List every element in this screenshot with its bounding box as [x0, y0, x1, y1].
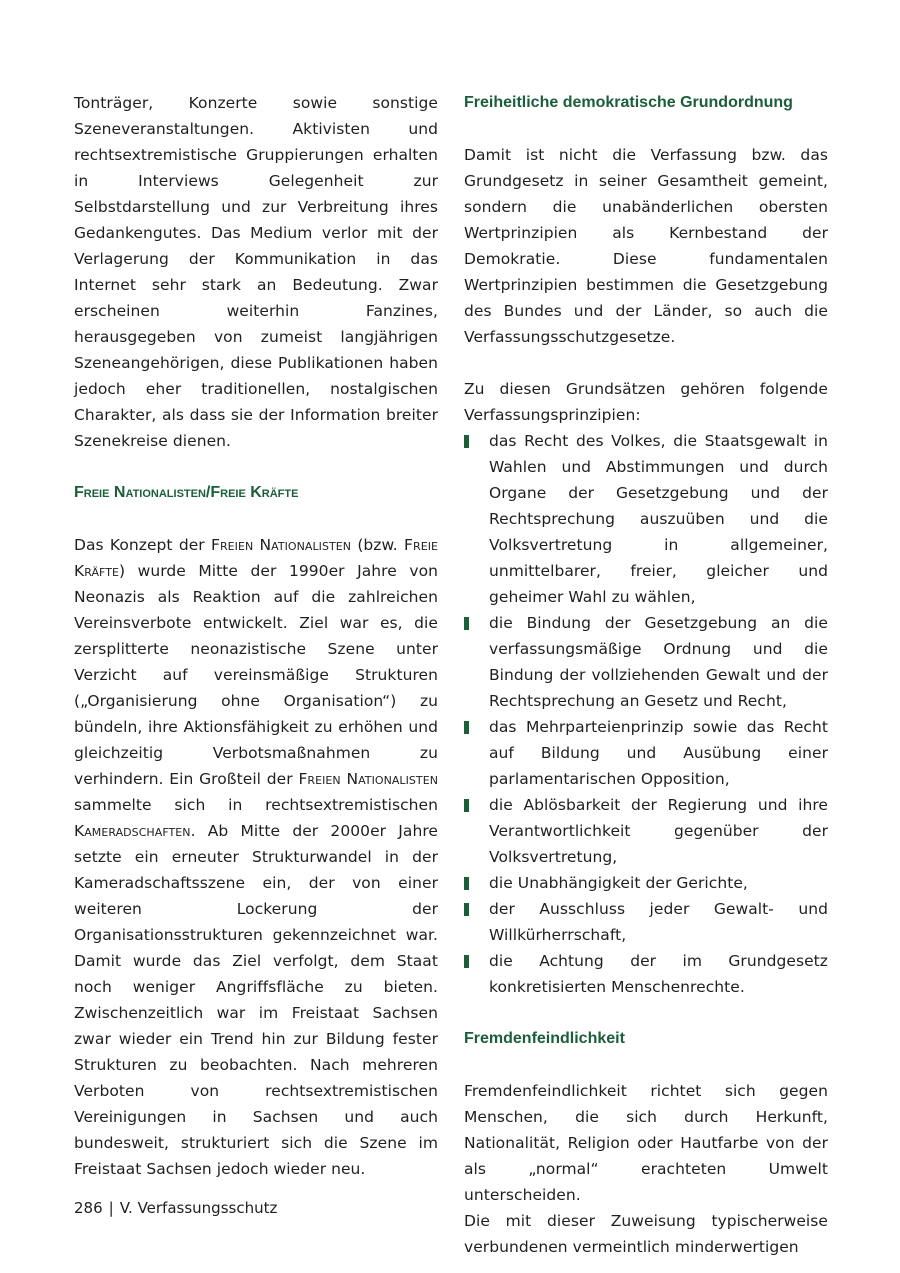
heading-freie-nationalisten: Freie Nationalisten/Freie Kräfte: [74, 484, 299, 501]
paragraph-fremdenfeindlichkeit-cont: Die mit dieser Zuweisung typischerweise verbundenen vermeintlich minderwertigen: [464, 1212, 828, 1256]
list-item: das Recht des Volkes, die Staatsgewalt in Wahlen und Abstimmungen und durch Organe der Gesetzgebung und der Rechtsprechung auszuüben und die Volksvertretung in allgemeiner, unmittelbarer, freier, gleicher und geheimer Wahl zu wählen,: [464, 428, 828, 610]
page-footer: [74, 1197, 277, 1219]
list-item: das Mehrparteienprinzip sowie das Recht auf Bildung und Ausübung einer parlamentarischen Opposition,: [464, 714, 828, 792]
small-caps-term: Freie Kräfte: [74, 536, 438, 580]
page-number: 286: [74, 1199, 103, 1217]
heading-fdgo: Freiheitliche demokratische Grundordnung: [464, 94, 793, 111]
footer-section: V. Verfassungsschutz: [119, 1199, 278, 1217]
paragraph-media: Tonträger, Konzerte sowie sonstige Szeneveranstaltungen. Aktivisten und rechtsextremistische Gruppierungen erhalten in Interviews Gelegenheit zur Selbstdarstellung und zur Verbreitung ihres Gedankengutes. Das Medium verlor mit der Verlagerung der Kommunikation in das Internet sehr stark an Bedeutung. Zwar erscheinen weiterhin Fanzines, herausgegeben von zumeist langjährigen Szeneangehörigen, diese Publikationen haben jedoch eher traditionellen, nostalgischen Charakter, als dass sie der Information breiter Szenekreise dienen.: [74, 94, 438, 450]
left-column: [74, 90, 438, 1182]
paragraph-fremdenfeindlichkeit: Fremdenfeindlichkeit richtet sich gegen Menschen, die sich durch Herkunft, Nationalität, Religion oder Hautfarbe von der als „normal“ erachteten Umwelt unterscheiden.: [464, 1082, 828, 1204]
right-column: [464, 90, 828, 1260]
paragraph-freie-nationalisten: Das Konzept der Freien Nationalisten (bzw. Freie Kräfte) wurde Mitte der 1990er Jahre von Neonazis als Reaktion auf die zahlreichen Vereinsverbote entwickelt. Ziel war es, die zersplitterte neonazistische Szene unter Verzicht auf vereinsmäßige Strukturen („Organisierung ohne Organisation“) zu bündeln, ihre Aktionsfähigkeit zu erhöhen und gleichzeitig Verbotsmaßnahmen zu verhindern. Ein Großteil der Freien Nationalisten sammelte sich in rechtsextremistischen Kameradschaften. Ab Mitte der 2000er Jahre setzte ein erneuter Strukturwandel in der Kameradschaftsszene ein, der von einer weiteren Lockerung der Organisationsstrukturen gekennzeichnet war. Damit wurde das Ziel verfolgt, dem Staat noch weniger Angriffsfläche zu bieten. Zwischenzeitlich war im Freistaat Sachsen zwar wieder ein Trend hin zur Bildung fester Strukturen zu beobachten. Nach mehreren Verboten von rechtsextremistischen Vereinigungen in Sachsen und auch bundesweit, strukturiert sich die Szene im Freistaat Sachsen jedoch wieder neu.: [74, 536, 438, 1178]
list-item: die Bindung der Gesetzgebung an die verfassungsmäßige Ordnung und die Bindung der vollziehenden Gewalt und der Rechtsprechung an Gesetz und Recht,: [464, 610, 828, 714]
small-caps-term: Kameradschaften: [74, 822, 191, 840]
paragraph-fdgo-intro: Zu diesen Grundsätzen gehören folgende Verfassungsprinzipien:: [464, 380, 828, 424]
small-caps-term: Freien Nationalisten: [211, 536, 352, 554]
heading-fremdenfeindlichkeit: Fremdenfeindlichkeit: [464, 1030, 625, 1047]
principles-list: [464, 428, 828, 1000]
list-item: der Ausschluss jeder Gewalt- und Willkürherrschaft,: [464, 896, 828, 948]
footer-separator: |: [108, 1199, 114, 1217]
paragraph-fdgo-definition: Damit ist nicht die Verfassung bzw. das Grundgesetz in seiner Gesamtheit gemeint, sondern die unabänderlichen obersten Wertprinzipien als Kernbestand der Demokratie. Diese fundamentalen Wertprinzipien bestimmen die Gesetzgebung des Bundes und der Länder, so auch die Verfassungsschutzgesetze.: [464, 146, 828, 346]
list-item: die Ablösbarkeit der Regierung und ihre Verantwortlichkeit gegenüber der Volksvertretung,: [464, 792, 828, 870]
list-item: die Achtung der im Grundgesetz konkretisierten Menschenrechte.: [464, 948, 828, 1000]
list-item: die Unabhängigkeit der Gerichte,: [464, 870, 828, 896]
small-caps-term: Freien Nationalisten: [298, 770, 438, 788]
